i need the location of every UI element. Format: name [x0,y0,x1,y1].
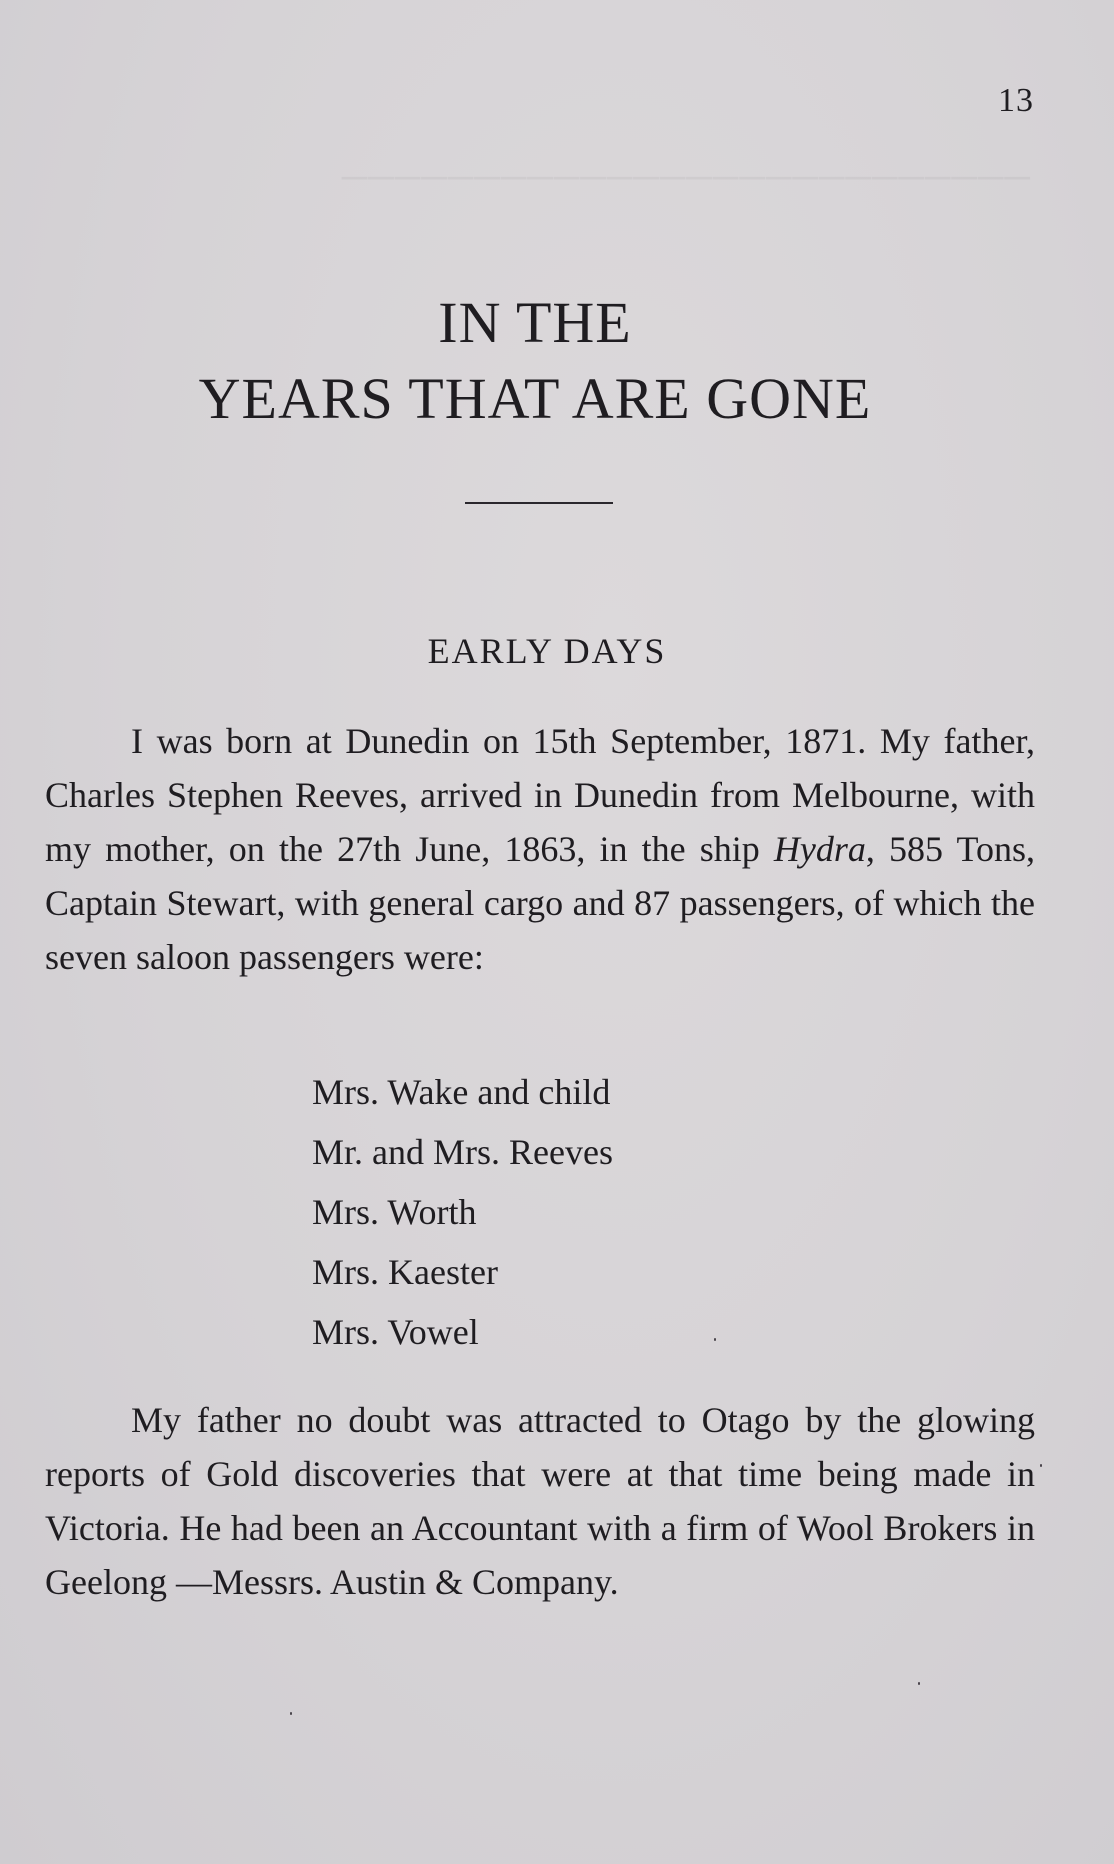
paragraph-otago [45,1393,1035,1609]
ink-speck [290,1712,292,1715]
ink-speck [714,1338,716,1341]
chapter-title-line-1: IN THE [438,290,632,355]
passenger-list-item: Mrs. Wake and child [312,1072,611,1112]
section-heading: EARLY DAYS [427,631,667,671]
passenger-list-item: Mr. and Mrs. Reeves [312,1132,613,1172]
ship-name: Hydra [773,829,866,869]
paragraph-1-text-part-2: , 585 Tons, Captain Stewart, with general cargo and 87 passengers, of which the seven saloon passengers were: [45,829,1036,977]
paragraph-early-life [45,714,1035,984]
page-number: 13 [998,82,1034,119]
chapter-title [0,285,1070,437]
paragraph-1-text-part-1: I was born at Dunedin on 15th September, 1871. My father, Charles Stephen Reeves, arrived in Dunedin from Melbourne, with my mother, on the 27th June, 1863, in the ship [45,721,1035,869]
ink-speck [918,1682,920,1685]
show-through-decoration: ────────────────────────── [340,157,1030,197]
passenger-list-item: Mrs. Kaester [312,1252,498,1292]
chapter-title-line-2: YEARS THAT ARE GONE [198,366,872,431]
passenger-list [312,1062,613,1362]
passenger-list-item: Mrs. Worth [312,1192,477,1232]
ink-speck [1040,1464,1042,1467]
title-divider [465,502,613,504]
paragraph-2-text: My father no doubt was attracted to Otago by the glowing reports of Gold discoveries that were at that time being made in Victoria. He had been an Accountant with a firm of Wool Brokers in Geelong —Messrs. Austin & Company. [45,1400,1035,1602]
passenger-list-item: Mrs. Vowel [312,1312,479,1352]
